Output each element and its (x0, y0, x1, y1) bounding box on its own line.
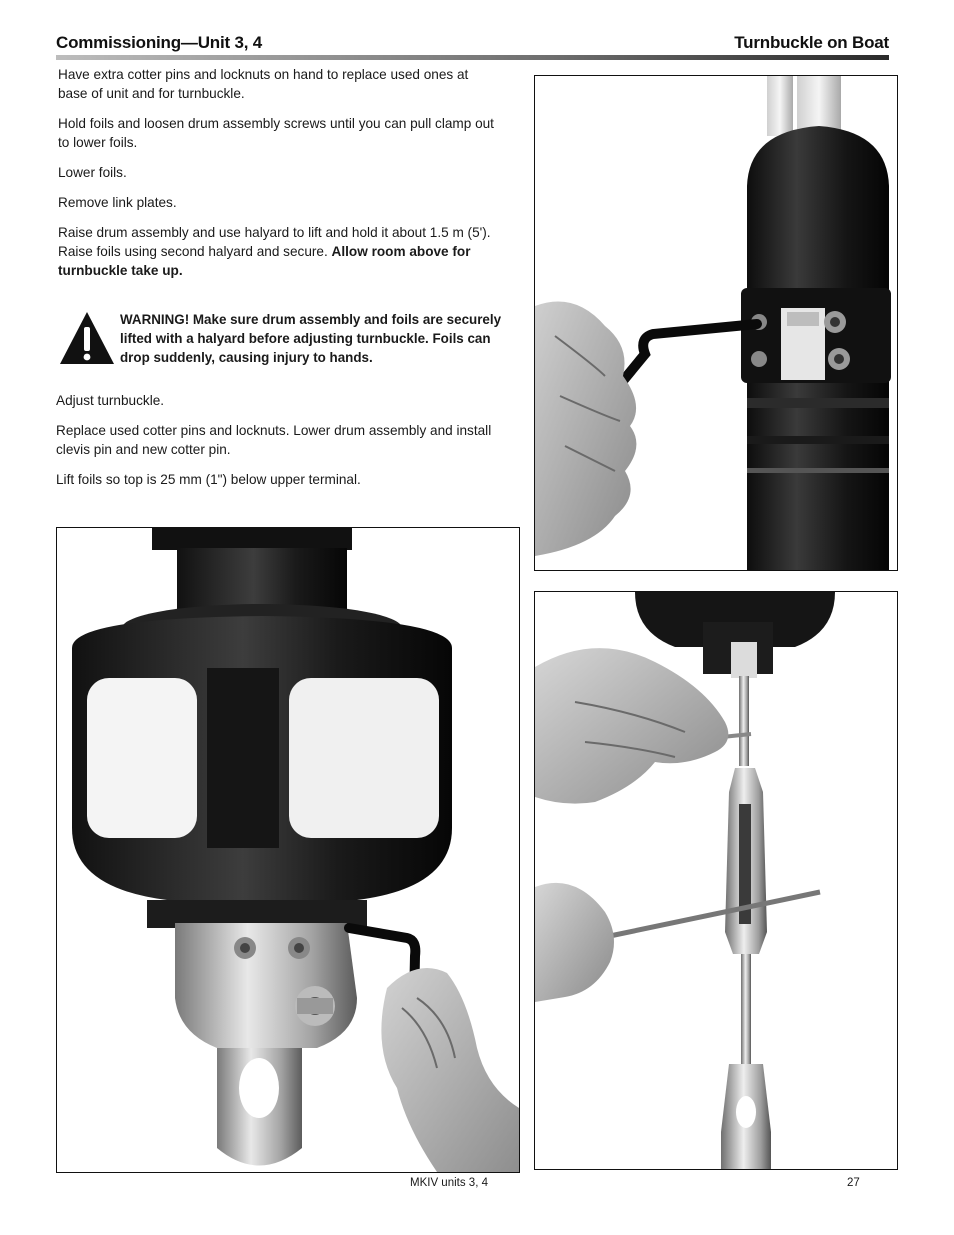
instructions-top (58, 65, 498, 291)
step-text: Remove link plates. (58, 195, 177, 210)
warning-triangle-icon (58, 310, 116, 366)
step-text: Lift foils so top is 25 mm (1") below upper terminal. (56, 472, 361, 487)
raise-step-text: Raise drum assembly and use halyard to lift and hold it about 1.5 m (5'). Raise foils using second halyard and secure. (58, 225, 491, 259)
photo-drum-assembly (56, 527, 520, 1173)
page-number: 27 (847, 1177, 860, 1189)
step-text: Adjust turnbuckle. (56, 393, 165, 408)
warning-block (56, 310, 506, 370)
step-text: Have extra cotter pins and locknuts on hand to replace used ones at base of unit and for turnbuckle. (58, 67, 469, 101)
step-text: Replace used cotter pins and locknuts. Lower drum assembly and install clevis pin and new cotter pin. (56, 423, 492, 457)
instructions-bottom (56, 391, 496, 500)
footer-doc-name: MKIV units 3, 4 (410, 1177, 488, 1189)
raise-step (58, 223, 498, 280)
topic-title: Turnbuckle on Boat (734, 33, 889, 52)
photo-adjust-turnbuckle (534, 591, 898, 1170)
header-rule (56, 55, 889, 60)
section-title: Commissioning—Unit 3, 4 (56, 33, 263, 52)
warning-text: WARNING! Make sure drum assembly and foils are securely lifted with a halyard before adjusting turnbuckle. Foils can drop suddenly, causing injury to hands. (120, 312, 502, 365)
raise-step-bold: Allow room above for turnbuckle take up. (58, 244, 471, 278)
step-text: Hold foils and loosen drum assembly screws until you can pull clamp out to lower foils. (58, 116, 494, 150)
step-text: Lower foils. (58, 165, 127, 180)
photo-loosen-screws (534, 75, 898, 571)
